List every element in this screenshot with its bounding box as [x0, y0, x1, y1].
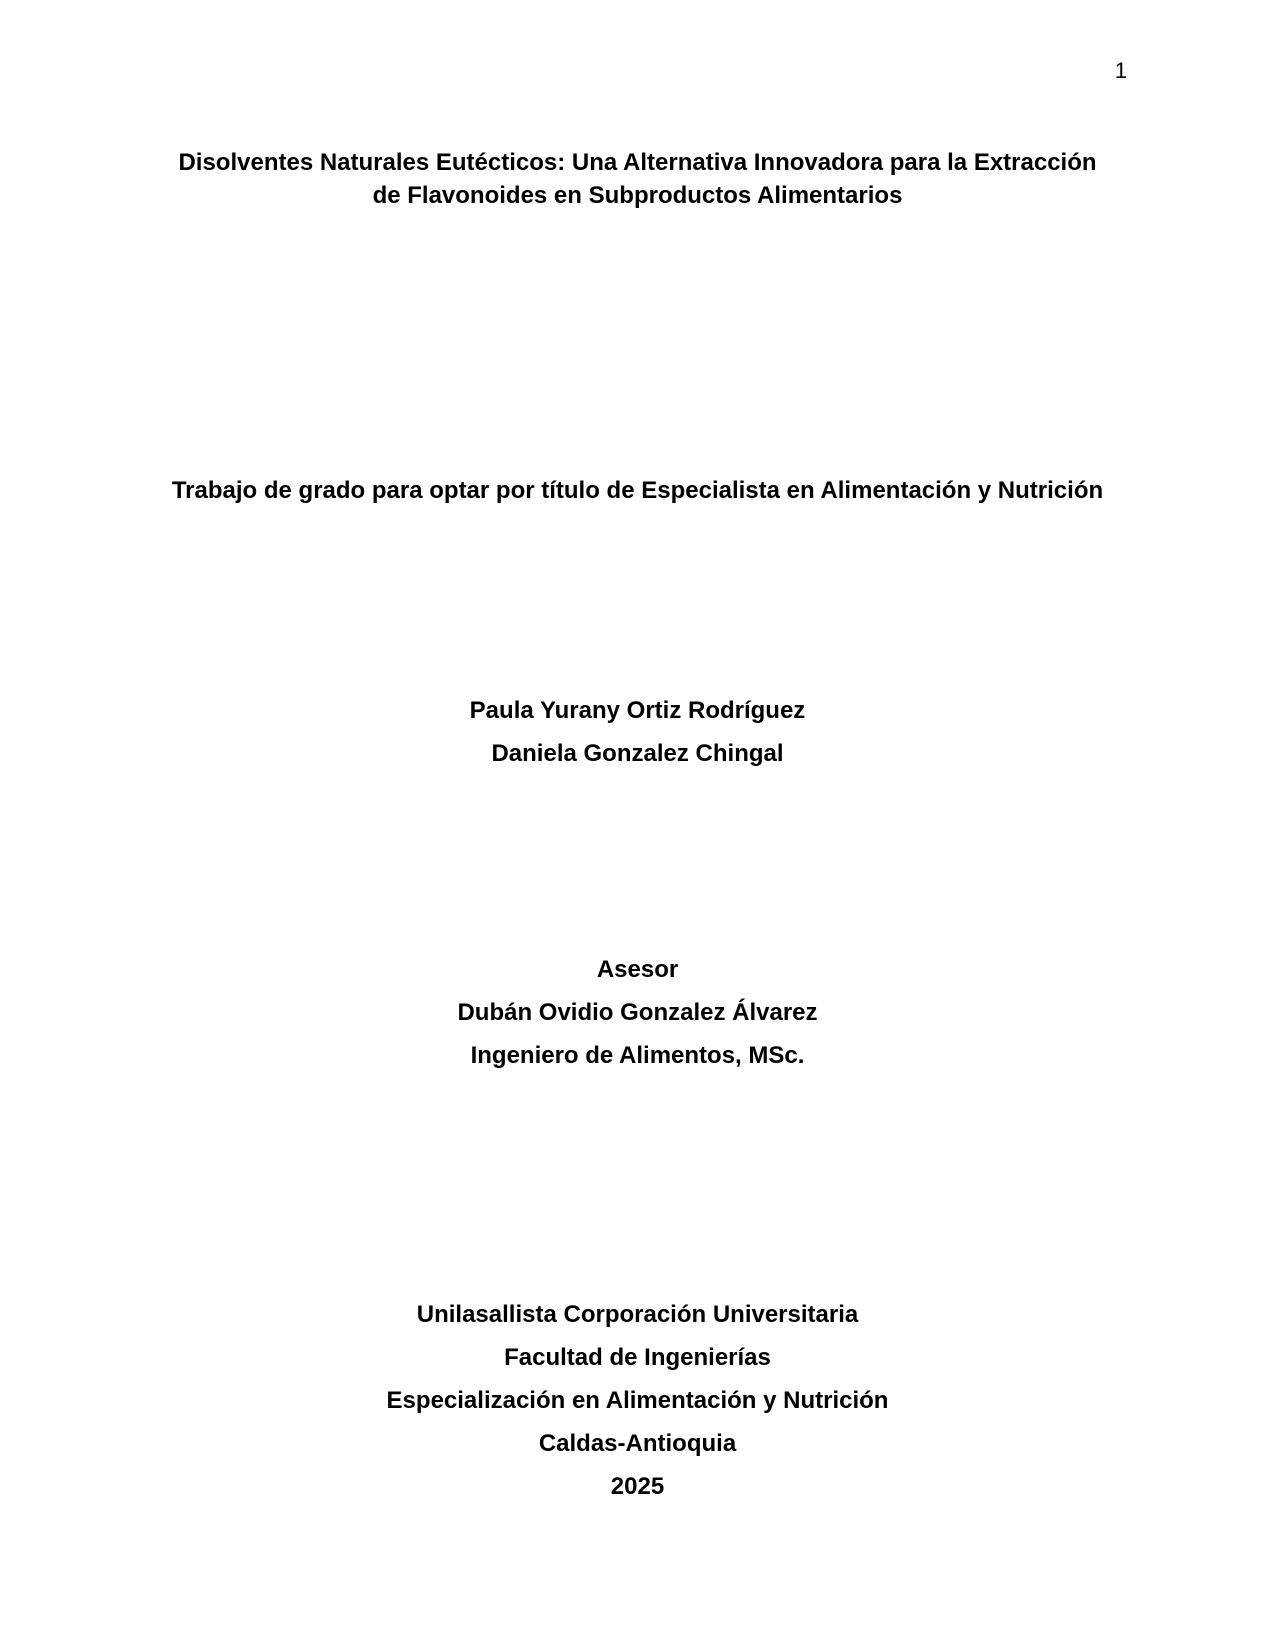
author-name: Paula Yurany Ortiz Rodríguez — [469, 697, 806, 724]
advisor-label: Asesor — [596, 956, 679, 983]
institution-block — [0, 1293, 1275, 1508]
advisor-name: Dubán Ovidio Gonzalez Álvarez — [457, 999, 818, 1026]
faculty-name: Facultad de Ingenierías — [504, 1344, 771, 1371]
author-name: Daniela Gonzalez Chingal — [491, 740, 784, 767]
year: 2025 — [610, 1473, 665, 1500]
degree-text: Trabajo de grado para optar por título de Especialista en Alimentación y Nutrición — [171, 477, 1104, 504]
advisor-credentials: Ingeniero de Alimentos, MSc. — [470, 1042, 805, 1069]
degree-statement — [0, 474, 1275, 507]
page-number: 1 — [1114, 58, 1127, 83]
program-name: Especialización en Alimentación y Nutrición — [386, 1387, 889, 1414]
title-line-2: de Flavonoides en Subproductos Alimentarios — [372, 182, 903, 209]
authors-block — [0, 689, 1275, 775]
document-title — [0, 146, 1275, 212]
title-line-1: Disolventes Naturales Eutécticos: Una Alternativa Innovadora para la Extracción — [178, 149, 1097, 176]
location: Caldas-Antioquia — [538, 1430, 737, 1457]
university-name: Unilasallista Corporación Universitaria — [416, 1301, 859, 1328]
advisor-block — [0, 948, 1275, 1077]
